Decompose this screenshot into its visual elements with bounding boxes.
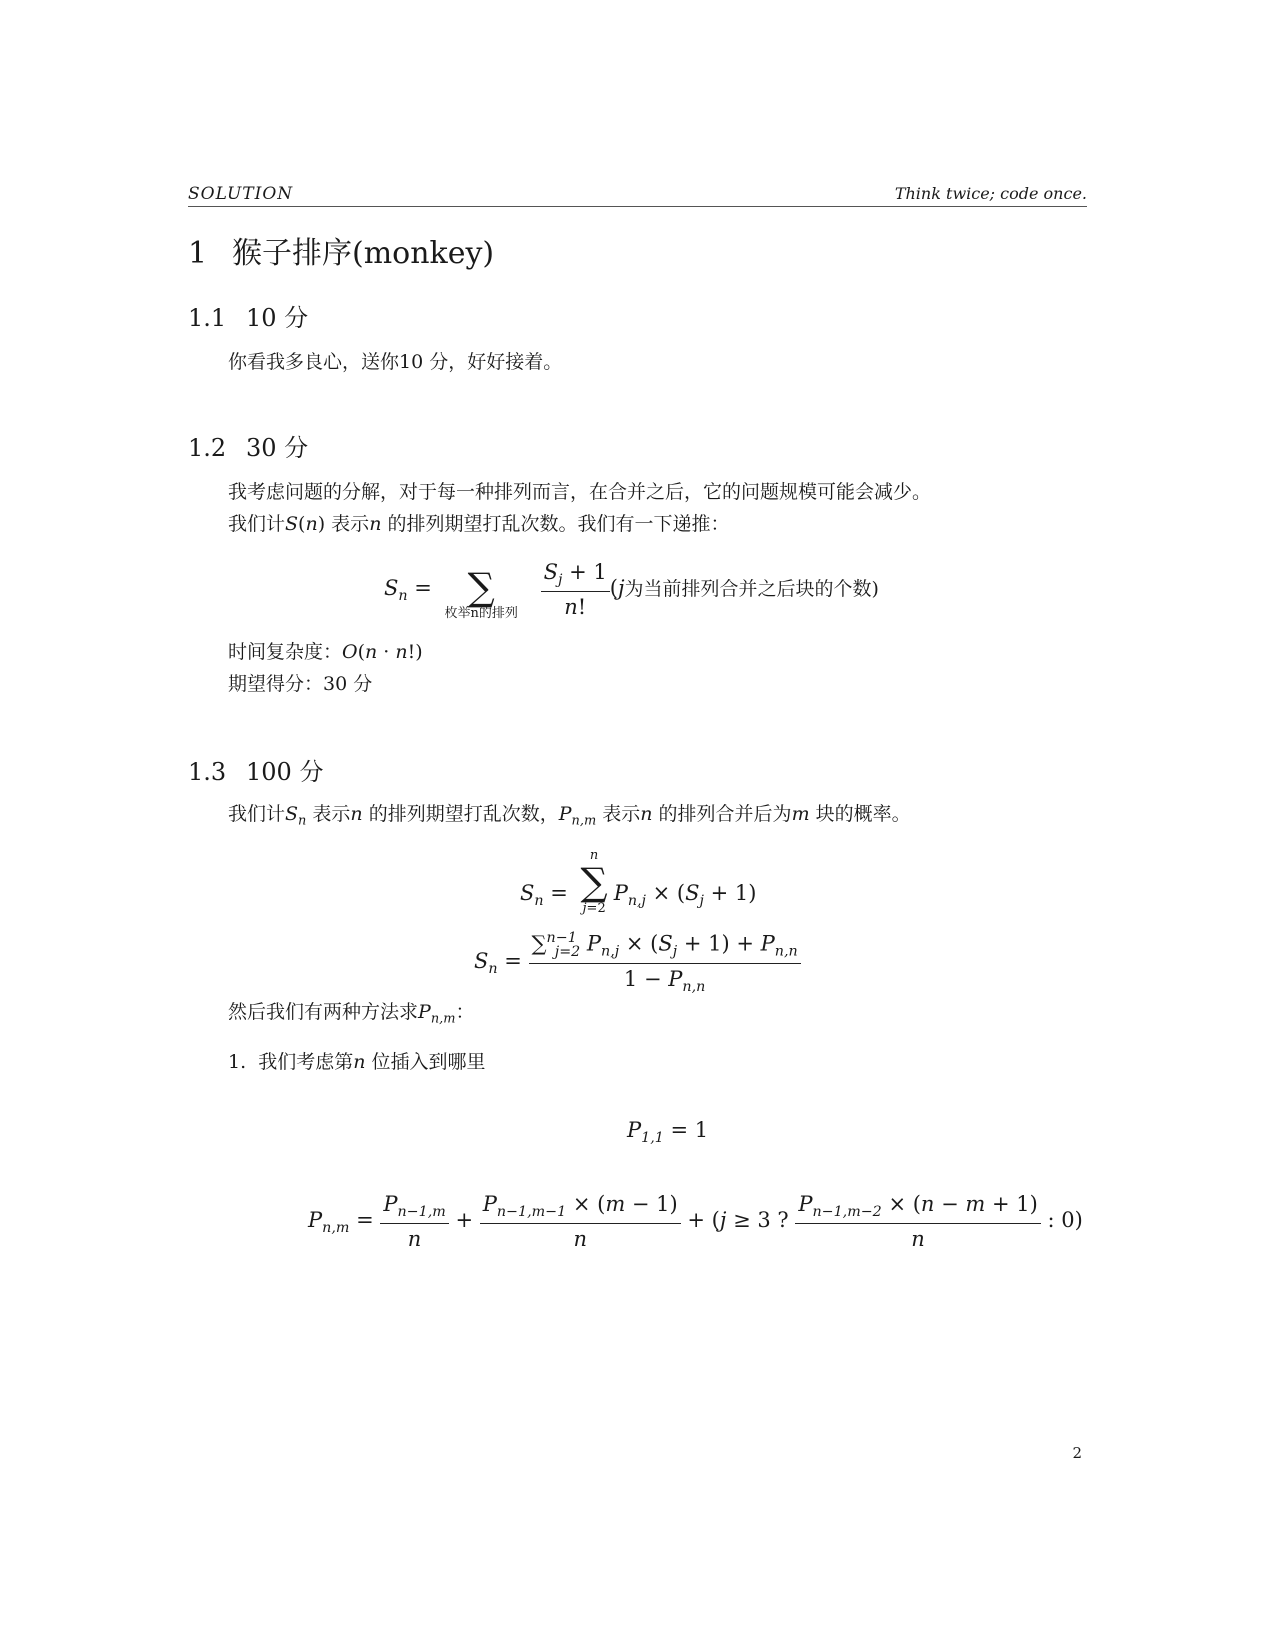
subsection-number: 1.3 <box>188 758 227 786</box>
paragraph: 你看我多良心，送你10 分，好好接着。 <box>228 351 563 373</box>
paragraph: 时间复杂度：O(n · n!) <box>228 641 423 663</box>
subsection-title: 100 分 <box>246 758 324 786</box>
paragraph: 我考虑问题的分解，对于每一种排列而言，在合并之后，它的问题规模可能会减少。 <box>228 481 932 503</box>
subsection-heading-1-2 <box>188 428 308 463</box>
paragraph: 期望得分：30 分 <box>228 673 373 695</box>
equation-solved: $S_n$ = $\frac{\sum^{n-1}_{j=2} P_{n,j} \times (S_j + 1) + P_{n,n}}{1 - P_{n,n}}$ <box>474 930 801 995</box>
equation-base: $P_{1,1} = 1$ <box>627 1118 709 1146</box>
header-rule <box>188 206 1087 207</box>
subsection-title: 10 分 <box>246 304 309 332</box>
running-header-left: SOLUTION <box>188 184 294 204</box>
section-title: 猴子排序(monkey) <box>232 236 495 271</box>
list-item: 1. 我们考虑第n 位插入到哪里 <box>228 1051 486 1073</box>
subsection-heading-1-1 <box>188 298 308 333</box>
subsection-number: 1.1 <box>188 304 227 332</box>
subsection-heading-1-3 <box>188 752 323 787</box>
running-header-right: Think twice; code once. <box>894 184 1087 203</box>
page-number: 2 <box>1072 1444 1082 1462</box>
section-heading <box>188 228 494 272</box>
equation-sum: $S_n$ = n ∑ j=2 $P_{n,j} \times (S_j + 1)$ <box>520 848 757 916</box>
subsection-number: 1.2 <box>188 434 227 462</box>
paragraph: 然后我们有两种方法求$P_{n,m}$： <box>228 1001 475 1027</box>
subsection-title: 30 分 <box>246 434 309 462</box>
paragraph: 我们计$S_n$ 表示n 的排列期望打乱次数，$P_{n,m}$ 表示n 的排列合并后为m 块的概率。 <box>228 803 911 829</box>
equation-recurrence: $S_n$ = ∑ 枚举n的排列 $\frac{S_j + 1}{n!}$ (j为当前排列合并之后块的个数) <box>384 560 879 621</box>
equation-pnm: $P_{n,m}$ = $\frac{P_{n-1,m}}{n}$ + $\frac{P_{n-1,m-1} \times (m - 1)}{n}$ + (j ≥ 3 ? $\frac{P_{n-1,m-2} \times (n - m + 1)}{n}$ : 0) <box>308 1192 1083 1251</box>
paragraph: 我们计S(n) 表示n 的排列期望打乱次数。我们有一下递推： <box>228 513 730 535</box>
section-number: 1 <box>188 236 208 271</box>
